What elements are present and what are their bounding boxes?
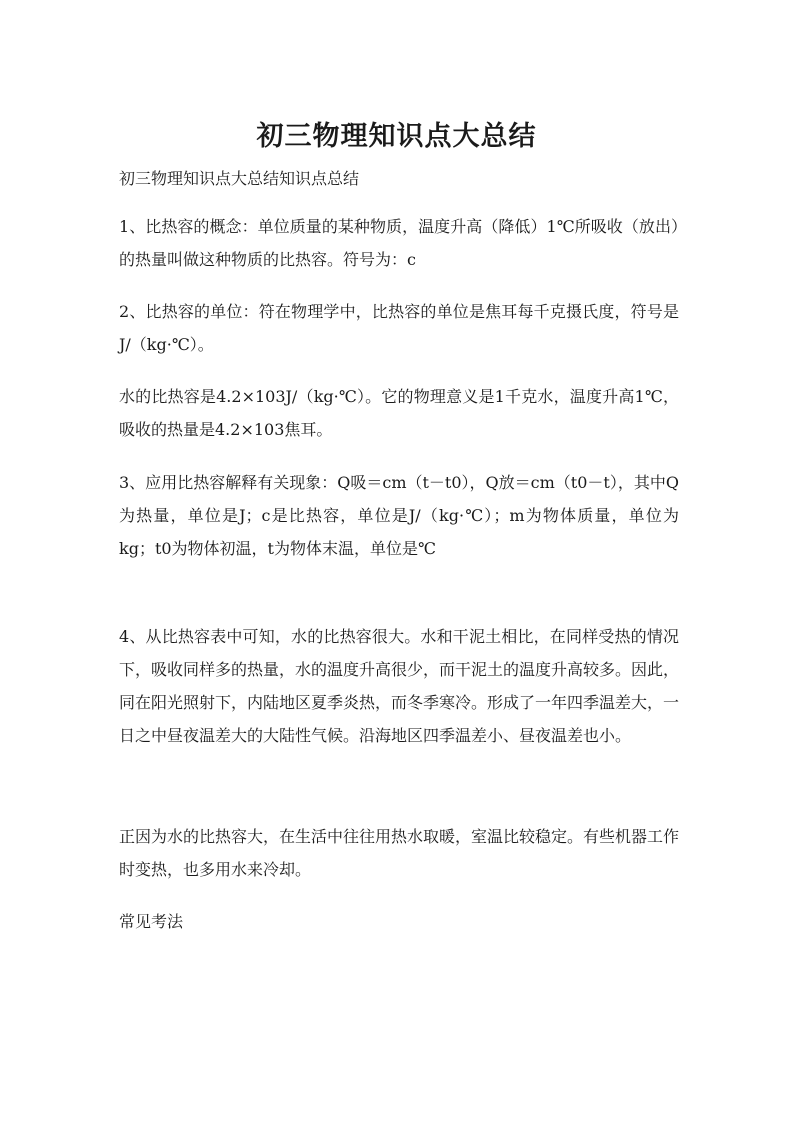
paragraph-climate-explanation: 4、从比热容表中可知，水的比热容很大。水和干泥土相比，在同样受热的情况下，吸收同样多的热量，水的温度升高很少，而干泥土的温度升高较多。因此，同在阳光照射下，内陆地区夏季炎热，而冬季寒冷。形成了一年四季温差大，一日之中昼夜温差大的大陆性气候。沿海地区四季温差小、昼夜温差也小。 — [119, 627, 680, 745]
paragraph-water-usage: 正因为水的比热容大，在生活中往往用热水取暖，室温比较稳定。有些机器工作时变热，也多用水来冷却。 — [119, 827, 680, 879]
paragraph-heat-formula: 3、应用比热容解释有关现象：Q吸＝cm（t－t0），Q放＝cm（t0－t），其中Q为热量，单位是J；c是比热容，单位是J/（kg·℃）；m为物体质量，单位为kg；t0为物体初温，t为物体末温，单位是℃ — [119, 473, 679, 558]
section-heading-common-exam: 常见考法 — [119, 912, 184, 931]
paragraph-water-specific-heat: 水的比热容是4.2×103J/（kg·℃）。它的物理意义是1千克水，温度升高1℃，吸收的热量是4.2×103焦耳。 — [119, 387, 679, 439]
paragraph-specific-heat-concept: 1、比热容的概念：单位质量的某种物质，温度升高（降低）1℃所吸收（放出）的热量叫做这种物质的比热容。符号为：c — [119, 217, 679, 269]
paragraph-specific-heat-unit: 2、比热容的单位：符在物理学中，比热容的单位是焦耳每千克摄氏度，符号是J/（kg·℃）。 — [119, 302, 679, 354]
document-title: 初三物理知识点大总结 — [256, 121, 537, 153]
subtitle-paragraph: 初三物理知识点大总结知识点总结 — [119, 169, 360, 188]
